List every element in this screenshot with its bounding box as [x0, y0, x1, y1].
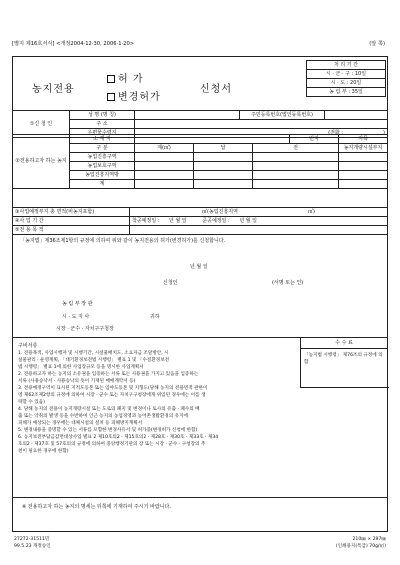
idno-label: 주민등록번호(법인등록번호)	[240, 111, 325, 120]
option-change-permit[interactable]: 변경허가	[107, 88, 161, 103]
addressee-ministry: 농 림 부 장 관	[62, 301, 93, 307]
sum-label: 계(㎡)	[135, 144, 194, 153]
list-item: 설물관리 · 운영계획, 「대기환경보전법 시행령」 별표 1 및 「수질환경보전	[18, 358, 170, 363]
list-item: 천이 필요한 경우에 한함)	[18, 449, 69, 454]
address-label: 주 소	[70, 120, 135, 129]
footnote: ※ 전용하고자 하는 농지의 명세는 뒤쪽에 기재하여 주시기 바랍니다.	[22, 504, 171, 510]
plan-area-field[interactable]: ㎡(농업진흥지역 ㎡)	[130, 208, 388, 217]
list-item: 서류 (사용승낙서 · 사용승낙의 뜻이 기재된 매매계약서 등)	[18, 379, 136, 384]
footer-size: 210㎜ × 297㎜	[352, 537, 386, 542]
list-item: 호의2 · 제37호 및 57호의의 규정에 의하여 중앙행정기관의 장 또는 시장 · 군수 · 구청장의 추	[18, 442, 206, 447]
fee-text: 「농지법 시행령」 제76조의 규정에 의함	[304, 353, 383, 365]
addressee-province: 시 · 도 지 사	[62, 314, 90, 320]
footer-code: 27272-31511민	[14, 537, 50, 542]
list-item: 법 시행령」 별표 1에 의한 사업장규모 등을 명시한 사업계획서	[18, 365, 144, 370]
change-permit-checkbox[interactable]	[107, 93, 115, 101]
lot-label: 번지	[290, 135, 339, 144]
idno-field[interactable]	[325, 111, 388, 120]
documents-title: 구비서류	[18, 343, 38, 349]
divider	[12, 497, 388, 498]
list-item: 5. 변경내용을 증명할 수 있는 서류를 포함한 변경사유서 및 허가증(변경허가 신청에 한함)	[18, 428, 198, 433]
paddy-label: 답	[194, 144, 253, 153]
page-side-label: (앞 쪽)	[369, 41, 385, 47]
purpose-field[interactable]	[130, 226, 388, 235]
name-field[interactable]	[135, 111, 240, 120]
list-item: 3. 전용예정구역이 표시된 지적도등본 또는 임야도등본 및 지형도(당해 농지의 전용면적 관한이	[18, 386, 208, 391]
statement: 「농지법」제36조제1항의 규정에 의하여 위와 같이 농지전용의 허가(변경허가)를 신청합니다.	[20, 238, 226, 244]
postal-field[interactable]: (전화 : )	[135, 129, 388, 138]
period-city: 시 · 군 · 구 : 10일	[307, 70, 386, 79]
period-label: 처 리 기 간	[307, 61, 386, 70]
land-section	[12, 134, 388, 189]
footer-approval: 99.5.23 개정승인	[14, 544, 51, 549]
purpose-label: ⑤전 용 목 적	[13, 226, 130, 235]
signer-label: 신청인	[163, 280, 178, 286]
documents-list-b	[18, 371, 384, 455]
form-title-right: 신청서	[200, 84, 232, 95]
signature-field[interactable]: (서명 또는 인)	[272, 280, 304, 286]
list-item: 1. 전용목적, 사업시행자 및 시행기간, 시설물배치도, 소요자금 조달방안, 시	[18, 351, 169, 356]
schedule-label: ④사 업 기 간	[13, 217, 130, 226]
applicant-label: ①신 청 인	[13, 111, 70, 138]
div-label: 구 분	[70, 144, 135, 153]
schedule-field[interactable]: 착공예정일 : 년 월 일 준공예정일 : 년 월 일	[130, 217, 388, 226]
list-item: 4. 당해 농지의 전용이 농지개량시설 또는 도로의 폐지 및 변경이나 토사의 유출 · 폐수의 배	[18, 407, 200, 412]
land-row: 농업보호구역	[70, 162, 135, 171]
list-item: 6. 농지보전부담금감면대상사업 별표 2 제10호의2 · 제15호의2 · 제28호 · 제30호 · 제33호 · 제34	[18, 435, 219, 440]
location-field[interactable]	[135, 135, 290, 144]
documents-list-a	[18, 350, 300, 371]
name-label: 성 명 (명 칭)	[70, 111, 135, 120]
form-title-left: 농지전용	[32, 84, 75, 95]
processing-period	[306, 60, 386, 97]
option-permit[interactable]: 허 가	[107, 70, 144, 85]
fee-label: 수 수 료	[300, 338, 388, 349]
list-item: 영 제62조제2항의 규정에 의하여 시장 · 군수 또는 자치구구청장에게 위임된 경우에는 이를 생	[18, 393, 206, 398]
list-item: 출 또는 악취의 발생 등을 수반하여 인근 농지의 농업경영과 농어촌생활환경의 유지에	[18, 414, 188, 419]
permit-checkbox[interactable]	[107, 75, 115, 83]
footer-paper: (인쇄용지(특급) 70g/㎡)	[335, 544, 386, 549]
land-row-total: 계	[70, 180, 135, 189]
addressee-city: 시장 · 군수 · 자치구구청장	[56, 326, 114, 332]
list-item: 피해가 예상되는 경우에는 대체시설의 설치 등 피해방지계획서	[18, 421, 143, 426]
category-label: 지목	[339, 135, 388, 144]
land-row: 농업진흥지역밖	[70, 171, 135, 180]
plan-section	[12, 207, 388, 235]
period-province: 시 · 도 : 20일	[307, 79, 386, 88]
application-date: 년 월 일	[190, 264, 208, 270]
field-label: 전	[253, 144, 339, 153]
land-label: ②전용하고자 하는 농지	[13, 135, 70, 189]
other-label: 농지개량시설부지	[339, 144, 388, 153]
form-number: [별지 제16호서식] <개정2004·12·30, 2006·1·20>	[12, 41, 135, 47]
location-label: 소 재 지	[70, 135, 135, 144]
list-item: 략할 수 있음)	[18, 400, 45, 405]
plan-area-label: ③사업예정부지 총 면적(비농지포함)	[13, 208, 130, 217]
period-ministry: 농 림 부 : 35일	[307, 88, 386, 97]
postal-label: 우편물수령지	[70, 129, 135, 138]
addressee-to: 귀하	[150, 314, 160, 320]
address-field[interactable]	[135, 120, 388, 129]
land-row: 농업진흥구역	[70, 153, 135, 162]
list-item: 2. 전용하고자 하는 농지의 소유권을 입증하는 서류 또는 사용권을 가지고 있음을 입증하는	[18, 372, 199, 377]
